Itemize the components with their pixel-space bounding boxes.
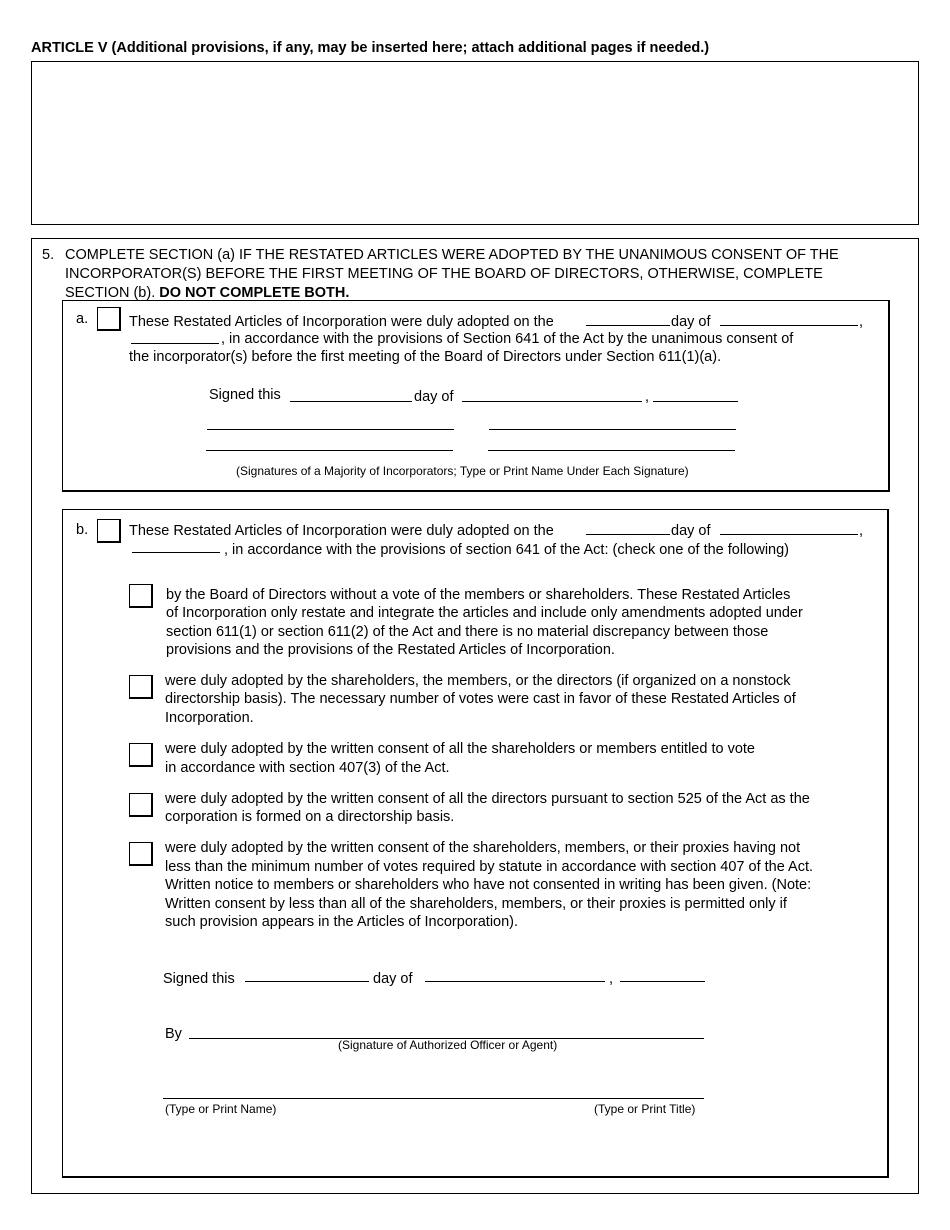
- section-a-signed-this: Signed this: [209, 387, 281, 403]
- section-a-checkbox[interactable]: [97, 307, 121, 331]
- section-a-text-2: , in accordance with the provisions of Section 641 of the Act by the unanimous consent of: [221, 331, 794, 347]
- authorized-officer-signature-caption: (Signature of Authorized Officer or Agent): [338, 1038, 558, 1052]
- article-v-heading: ARTICLE V (Additional provisions, if any, may be inserted here; attach additional pages if needed.): [31, 40, 710, 56]
- section-a-signed-comma: ,: [645, 389, 650, 405]
- option-shareholders-consent-line-1: were duly adopted by the written consent of all the shareholders or members entitled to vote: [165, 741, 755, 757]
- section-a-date-month-field[interactable]: [720, 325, 858, 326]
- print-title-caption: (Type or Print Title): [594, 1102, 696, 1116]
- section-b-signed-month-field[interactable]: [425, 981, 605, 982]
- section-b-comma: ,: [859, 523, 864, 539]
- option-proxies-consent-line-1: were duly adopted by the written consent of the shareholders, members, or their proxies having not: [165, 840, 801, 856]
- section-a-signed-day-field[interactable]: [290, 401, 412, 402]
- option-directors-consent-line-2: corporation is formed on a directorship basis.: [165, 809, 455, 825]
- section-a-day-of: day of: [671, 314, 711, 330]
- section-5-intro-text: SECTION (b).: [65, 285, 160, 301]
- print-name-title-field[interactable]: [163, 1098, 704, 1099]
- article-v-provisions-field[interactable]: [31, 61, 919, 225]
- incorporator-signature-2[interactable]: [489, 429, 736, 430]
- section-b-signed-day-of: day of: [373, 971, 413, 987]
- option-shareholders-vote-line-1: were duly adopted by the shareholders, the members, or the directors (if organized on a nonstock: [165, 673, 791, 689]
- option-proxies-consent-line-2: less than the minimum number of votes required by statute in accordance with section 407 of the Act.: [165, 859, 814, 875]
- section-5-intro-line-1: COMPLETE SECTION (a) IF THE RESTATED ARTICLES WERE ADOPTED BY THE UNANIMOUS CONSENT OF THE: [65, 247, 839, 263]
- section-b-day-of: day of: [671, 523, 711, 539]
- option-shareholders-vote-checkbox[interactable]: [129, 675, 153, 699]
- section-b-signed-this: Signed this: [163, 971, 235, 987]
- section-a-signature-caption: (Signatures of a Majority of Incorporators; Type or Print Name Under Each Signature): [236, 464, 689, 478]
- option-board-checkbox[interactable]: [129, 584, 153, 608]
- section-b-signed-day-field[interactable]: [245, 981, 369, 982]
- section-b-signed-year-field[interactable]: [620, 981, 705, 982]
- option-board-line-1: by the Board of Directors without a vote of the members or shareholders. These Restated Articles: [166, 587, 791, 603]
- section-a-date-year-field[interactable]: [131, 343, 219, 344]
- option-directors-consent-checkbox[interactable]: [129, 793, 153, 817]
- option-shareholders-vote-line-3: Incorporation.: [165, 710, 254, 726]
- section-b-by-label: By: [165, 1026, 182, 1042]
- incorporator-name-2[interactable]: [488, 450, 735, 451]
- incorporator-signature-1[interactable]: [207, 429, 454, 430]
- option-board-line-4: provisions and the provisions of the Restated Articles of Incorporation.: [166, 642, 615, 658]
- section-5-intro-bold: DO NOT COMPLETE BOTH.: [159, 285, 350, 301]
- option-directors-consent-line-1: were duly adopted by the written consent of all the directors pursuant to section 525 of the Act as the: [165, 791, 810, 807]
- incorporator-name-1[interactable]: [206, 450, 453, 451]
- option-shareholders-consent-line-2: in accordance with section 407(3) of the Act.: [165, 760, 450, 776]
- print-name-caption: (Type or Print Name): [165, 1102, 277, 1116]
- section-a-letter: a.: [76, 311, 89, 327]
- section-b-date-year-field[interactable]: [132, 552, 220, 553]
- option-proxies-consent-checkbox[interactable]: [129, 842, 153, 866]
- section-b-letter: b.: [76, 522, 89, 538]
- section-b-text-1: These Restated Articles of Incorporation were duly adopted on the: [129, 523, 554, 539]
- section-b-date-day-field[interactable]: [586, 534, 670, 535]
- section-b-signed-comma: ,: [609, 971, 614, 987]
- section-a-signed-year-field[interactable]: [653, 401, 738, 402]
- option-proxies-consent-line-4: Written consent by less than all of the shareholders, members, or their proxies is permitted only if: [165, 896, 787, 912]
- section-a-signed-month-field[interactable]: [462, 401, 642, 402]
- section-b-date-month-field[interactable]: [720, 534, 858, 535]
- section-a-signed-day-of: day of: [414, 389, 454, 405]
- section-a-text-3: the incorporator(s) before the first meeting of the Board of Directors under Section 611(1)(a).: [129, 349, 722, 365]
- section-5-intro-line-2: INCORPORATOR(S) BEFORE THE FIRST MEETING OF THE BOARD OF DIRECTORS, OTHERWISE, COMPLETE: [65, 266, 823, 282]
- section-b-checkbox[interactable]: [97, 519, 121, 543]
- option-shareholders-vote-line-2: directorship basis). The necessary number of votes were cast in favor of these Restated Articles of: [165, 691, 796, 707]
- option-proxies-consent-line-5: such provision appears in the Articles of Incorporation).: [165, 914, 519, 930]
- option-board-line-3: section 611(1) or section 611(2) of the Act and there is no material discrepancy between those: [166, 624, 769, 640]
- option-board-line-2: of Incorporation only restate and integrate the articles and include only amendments adopted under: [166, 605, 803, 621]
- option-proxies-consent-line-3: Written notice to members or shareholders who have not consented in writing has been given. (Note:: [165, 877, 812, 893]
- section-a-text-1: These Restated Articles of Incorporation were duly adopted on the: [129, 314, 554, 330]
- section-a-comma: ,: [859, 314, 864, 330]
- section-a-date-day-field[interactable]: [586, 325, 670, 326]
- section-b-text-2: , in accordance with the provisions of section 641 of the Act: (check one of the following): [224, 542, 790, 558]
- section-5-number: 5.: [42, 247, 55, 263]
- option-shareholders-consent-checkbox[interactable]: [129, 743, 153, 767]
